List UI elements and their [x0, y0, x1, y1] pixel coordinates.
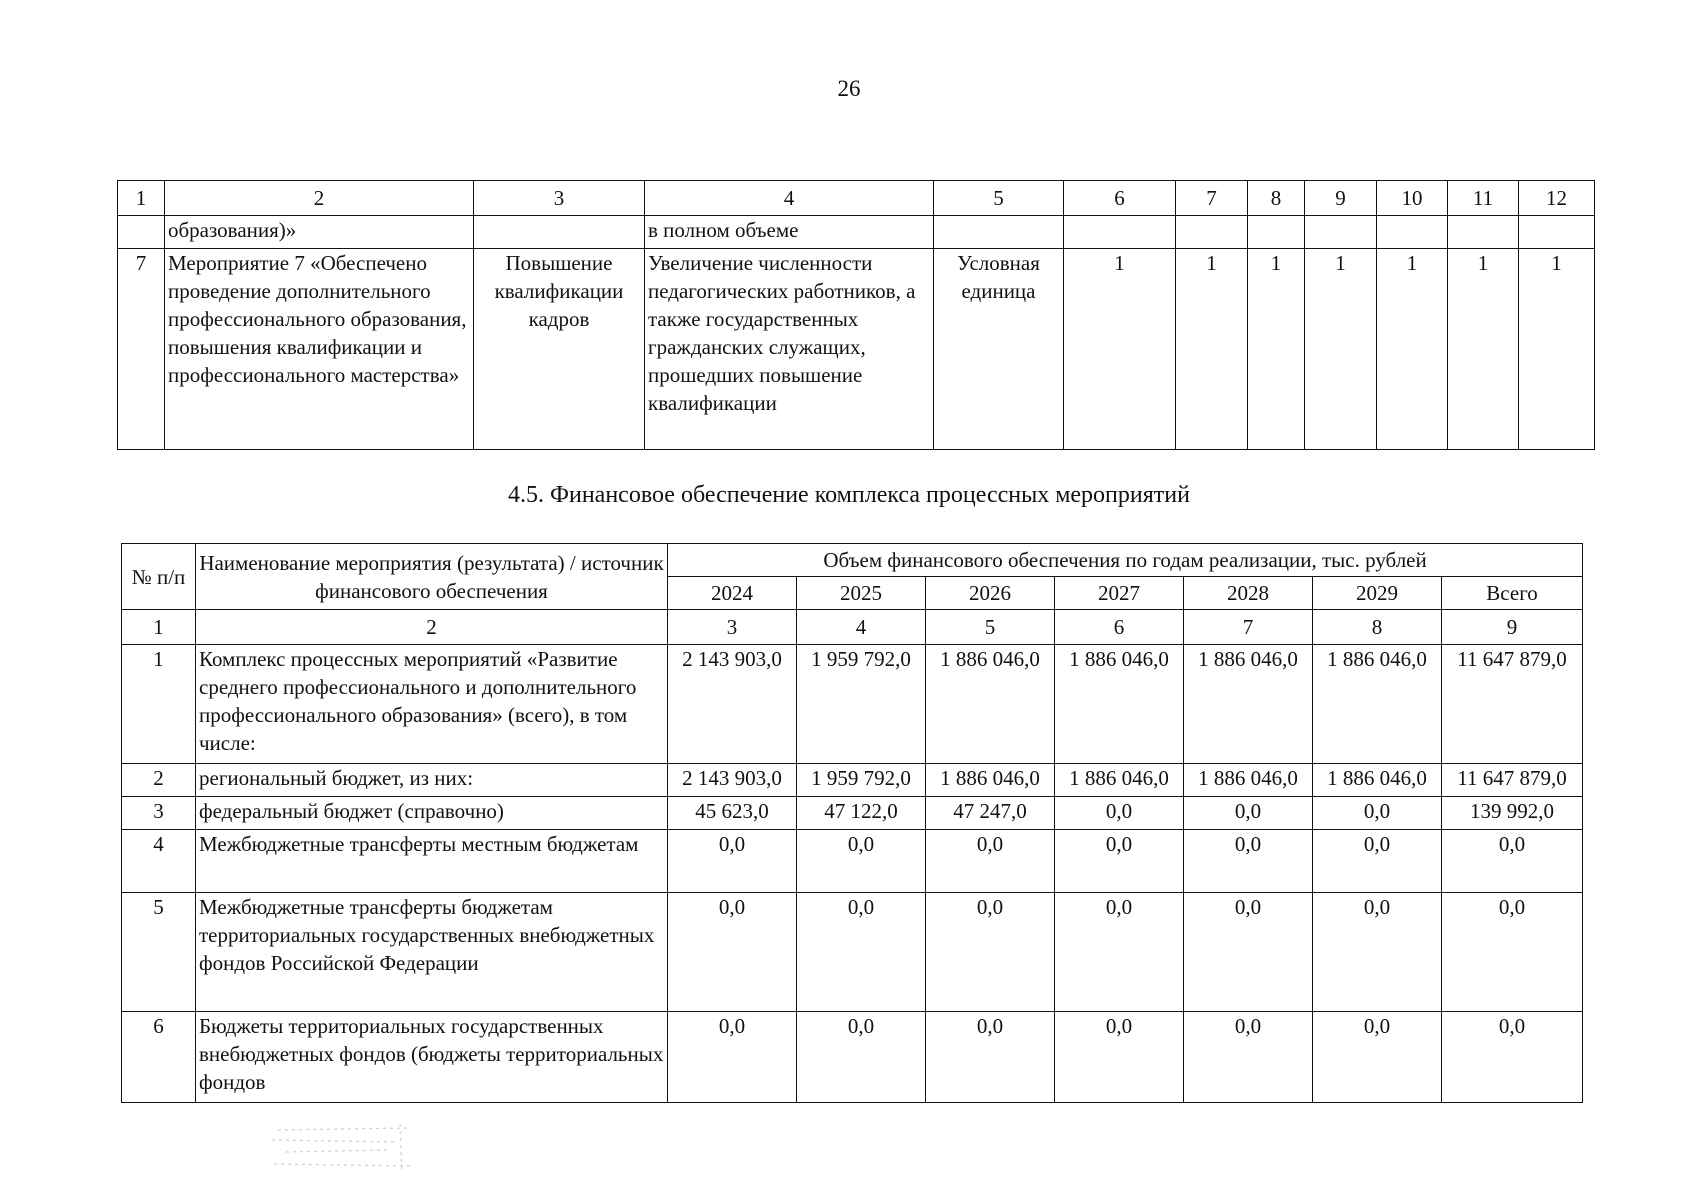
indicators-table: [117, 180, 1595, 450]
event-name: Мероприятие 7 «Обеспечено проведение дополнительного профессионального образования, повышения квалификации и профессионального мастерства»: [165, 249, 474, 450]
stamp-mark: [268, 1120, 418, 1176]
cell-empty: [118, 216, 165, 249]
value-cell: 1 959 792,0: [797, 764, 926, 797]
value-cell: 0,0: [1313, 1012, 1442, 1103]
column-number: 9: [1305, 181, 1377, 216]
value-cell: 0,0: [926, 893, 1055, 1012]
table-row: [122, 830, 1583, 893]
value-cell: 47 247,0: [926, 797, 1055, 830]
row-number: 3: [122, 797, 196, 830]
value-cell: 1: [1248, 249, 1305, 450]
finance-header-row: [122, 544, 1583, 577]
column-index-row: [122, 610, 1583, 645]
value-cell: 1: [1377, 249, 1448, 450]
value-cell: 0,0: [797, 1012, 926, 1103]
year-header: 2029: [1313, 577, 1442, 610]
table-row: [118, 216, 1595, 249]
indicator-name: Увеличение численности педагогических работников, а также государственных гражданских служащих, прошедших повышение квалификации: [645, 249, 934, 450]
value-cell: 0,0: [1055, 1012, 1184, 1103]
cell-empty: [474, 216, 645, 249]
column-number: 2: [165, 181, 474, 216]
total-cell: 0,0: [1442, 1012, 1583, 1103]
column-number: 8: [1248, 181, 1305, 216]
value-cell: 1: [1448, 249, 1519, 450]
year-header: 2027: [1055, 577, 1184, 610]
value-cell: 0,0: [1055, 830, 1184, 893]
page-number: 26: [837, 76, 861, 101]
total-cell: 0,0: [1442, 893, 1583, 1012]
column-number: 9: [1442, 610, 1583, 645]
header-number: № п/п: [122, 544, 196, 610]
total-cell: 11 647 879,0: [1442, 645, 1583, 764]
year-header: 2026: [926, 577, 1055, 610]
value-cell: 45 623,0: [668, 797, 797, 830]
value-cell: 0,0: [1313, 893, 1442, 1012]
value-cell: 1 886 046,0: [926, 764, 1055, 797]
column-number: 8: [1313, 610, 1442, 645]
column-number: 4: [797, 610, 926, 645]
value-cell: 0,0: [797, 893, 926, 1012]
row-number: 1: [122, 645, 196, 764]
column-number: 5: [934, 181, 1064, 216]
value-cell: 1 886 046,0: [1184, 764, 1313, 797]
task-name: Повышение квалификации кадров: [474, 249, 645, 450]
column-number: 1: [122, 610, 196, 645]
value-cell: 1: [1305, 249, 1377, 450]
column-number: 6: [1055, 610, 1184, 645]
event-name-continuation: образования)»: [165, 216, 474, 249]
value-cell: 0,0: [668, 830, 797, 893]
cell-empty: [1448, 216, 1519, 249]
column-number: 6: [1064, 181, 1176, 216]
value-cell: 1 886 046,0: [926, 645, 1055, 764]
value-cell: 0,0: [1313, 830, 1442, 893]
column-number: 11: [1448, 181, 1519, 216]
table-row: [118, 249, 1595, 450]
row-number: 2: [122, 764, 196, 797]
row-number: 7: [118, 249, 165, 450]
value-cell: 0,0: [926, 1012, 1055, 1103]
value-cell: 0,0: [1184, 797, 1313, 830]
total-cell: 0,0: [1442, 830, 1583, 893]
column-number: 12: [1519, 181, 1595, 216]
value-cell: 1 886 046,0: [1055, 645, 1184, 764]
column-number: 4: [645, 181, 934, 216]
value-cell: 2 143 903,0: [668, 764, 797, 797]
value-cell: 1: [1064, 249, 1176, 450]
cell-empty: [1064, 216, 1176, 249]
column-number: 5: [926, 610, 1055, 645]
value-cell: 1 886 046,0: [1184, 645, 1313, 764]
value-cell: 1 959 792,0: [797, 645, 926, 764]
column-number: 2: [196, 610, 668, 645]
value-cell: 0,0: [1184, 830, 1313, 893]
table-row: [122, 893, 1583, 1012]
cell-empty: [934, 216, 1064, 249]
source-name: региональный бюджет, из них:: [196, 764, 668, 797]
value-cell: 1 886 046,0: [1313, 764, 1442, 797]
total-cell: 11 647 879,0: [1442, 764, 1583, 797]
column-number: 7: [1176, 181, 1248, 216]
unit-of-measure: Условная единица: [934, 249, 1064, 450]
value-cell: 2 143 903,0: [668, 645, 797, 764]
value-cell: 0,0: [797, 830, 926, 893]
header-name: Наименование мероприятия (результата) / источник финансового обеспечения: [196, 544, 668, 610]
table-row: [122, 764, 1583, 797]
header-volume: Объем финансового обеспечения по годам реализации, тыс. рублей: [668, 544, 1583, 577]
source-name: Бюджеты территориальных государственных внебюджетных фондов (бюджеты территориальных фондов: [196, 1012, 668, 1103]
cell-empty: [1519, 216, 1595, 249]
column-number: 10: [1377, 181, 1448, 216]
value-cell: 0,0: [1184, 1012, 1313, 1103]
cell-empty: [1176, 216, 1248, 249]
value-cell: 1 886 046,0: [1313, 645, 1442, 764]
value-cell: 0,0: [1184, 893, 1313, 1012]
table-row: [122, 797, 1583, 830]
indicator-continuation: в полном объеме: [645, 216, 934, 249]
column-number: 3: [474, 181, 645, 216]
value-cell: 1: [1519, 249, 1595, 450]
year-header: 2028: [1184, 577, 1313, 610]
source-name: Межбюджетные трансферты бюджетам территориальных государственных внебюджетных фондов Российской Федерации: [196, 893, 668, 1012]
year-header: 2025: [797, 577, 926, 610]
value-cell: 0,0: [668, 1012, 797, 1103]
table-row: [122, 645, 1583, 764]
finance-table: [121, 543, 1583, 1103]
row-number: 5: [122, 893, 196, 1012]
value-cell: 0,0: [1313, 797, 1442, 830]
column-number: 3: [668, 610, 797, 645]
column-number: 7: [1184, 610, 1313, 645]
value-cell: 47 122,0: [797, 797, 926, 830]
value-cell: 0,0: [1055, 893, 1184, 1012]
value-cell: 1 886 046,0: [1055, 764, 1184, 797]
value-cell: 0,0: [1055, 797, 1184, 830]
row-number: 4: [122, 830, 196, 893]
total-header: Всего: [1442, 577, 1583, 610]
cell-empty: [1248, 216, 1305, 249]
value-cell: 0,0: [926, 830, 1055, 893]
column-number: 1: [118, 181, 165, 216]
cell-empty: [1305, 216, 1377, 249]
table-row: [122, 1012, 1583, 1103]
year-header: 2024: [668, 577, 797, 610]
source-name: Комплекс процессных мероприятий «Развитие среднего профессионального и дополнительного профессионального образования» (всего), в том числе:: [196, 645, 668, 764]
cell-empty: [1377, 216, 1448, 249]
total-cell: 139 992,0: [1442, 797, 1583, 830]
row-number: 6: [122, 1012, 196, 1103]
table-header-row: [118, 181, 1595, 216]
value-cell: 1: [1176, 249, 1248, 450]
section-title: 4.5. Финансовое обеспечение комплекса процессных мероприятий: [508, 482, 1190, 508]
source-name: Межбюджетные трансферты местным бюджетам: [196, 830, 668, 893]
source-name: федеральный бюджет (справочно): [196, 797, 668, 830]
value-cell: 0,0: [668, 893, 797, 1012]
